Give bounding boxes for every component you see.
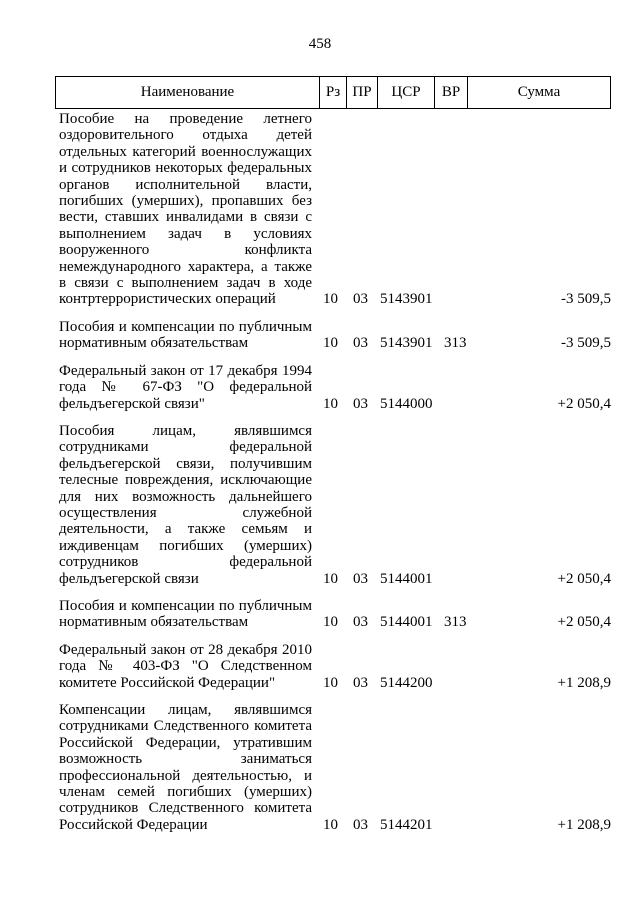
row-name-line: сотрудников Следственного комитета [59, 800, 312, 817]
table-header [55, 76, 611, 109]
row-rz: 10 [323, 614, 338, 631]
row-name [59, 319, 312, 352]
row-csr: 5144001 [380, 570, 433, 587]
header-pr: ПР [347, 77, 378, 108]
header-sum: Сумма [517, 84, 561, 100]
row-name-line: профессиональной деятельностью, и [59, 767, 312, 784]
row-sum: +2 050,4 [557, 395, 611, 412]
row-rz: 10 [323, 816, 338, 833]
row-rz: 10 [323, 395, 338, 412]
table-row [59, 319, 611, 352]
row-pr: 03 [353, 674, 368, 691]
row-sum: +1 208,9 [557, 674, 611, 691]
row-name [59, 702, 312, 833]
table-row [59, 111, 611, 308]
row-rz: 10 [323, 570, 338, 587]
row-pr: 03 [353, 395, 368, 412]
row-name-line: Пособия и компенсации по публичным [59, 597, 312, 614]
row-name-line: немеждународного характера, а также [59, 258, 312, 275]
row-name-line: Федеральный закон от 28 декабря 2010 [59, 641, 312, 658]
row-name-line: оздоровительного отдыха детей [59, 127, 312, 144]
row-csr: 5144001 [380, 614, 433, 631]
row-name-line: выполнением задач в условиях [59, 225, 312, 242]
row-csr: 5144000 [380, 395, 433, 412]
row-name-line: Федеральный закон от 17 декабря 1994 [59, 362, 312, 379]
row-pr: 03 [353, 816, 368, 833]
row-name-line: иждивенцам погибших (умерших) [59, 537, 312, 554]
row-name-line: осуществления служебной [59, 504, 312, 521]
row-name-line: Российской Федерации [59, 816, 208, 833]
table-row [59, 423, 611, 587]
table-row [59, 598, 611, 631]
row-csr: 5144200 [380, 674, 433, 691]
row-name-line: вооруженного конфликта [59, 242, 312, 259]
row-pr: 03 [353, 291, 368, 308]
row-name-line: года № 403-ФЗ "О Следственном [59, 658, 312, 675]
row-name-line: сотрудниками федеральной [59, 439, 312, 456]
row-name-line: фельдъегерской связи" [59, 395, 205, 412]
row-name-line: органов исполнительной власти, [59, 176, 312, 193]
row-name-line: телесные повреждения, исключающие [59, 472, 312, 489]
row-name-line: членам семей погибших (умерших) [59, 784, 312, 801]
row-name-line: погибших (умерших), пропавших без [59, 193, 312, 210]
header-csr: ЦСР [378, 77, 435, 108]
row-name-line: сотрудниками Следственного комитета [59, 718, 312, 735]
row-name-line: в связи с выполнением задач в ходе [59, 275, 312, 292]
row-name-line: сотрудников федеральной [59, 554, 312, 571]
row-name-line: Пособие на проведение летнего [59, 111, 312, 127]
row-name [59, 111, 312, 308]
row-name-line: Компенсации лицам, являвшимся [59, 702, 312, 718]
row-pr: 03 [353, 570, 368, 587]
row-pr: 03 [353, 614, 368, 631]
row-rz: 10 [323, 291, 338, 308]
row-rz: 10 [323, 674, 338, 691]
row-sum: +2 050,4 [557, 570, 611, 587]
header-vr: ВР [435, 77, 468, 108]
row-name-line: Пособия лицам, являвшимся [59, 422, 312, 439]
row-name-line: нормативным обязательствам [59, 614, 249, 631]
row-name-line: деятельности, а также семьям и [59, 521, 312, 538]
table-row [59, 702, 611, 833]
row-name-line: комитете Российской Федерации" [59, 674, 276, 691]
table-row [59, 363, 611, 412]
row-name-line: возможность заниматься [59, 751, 312, 768]
row-csr: 5143901 [380, 291, 433, 308]
row-name-line: Российской Федерации, утратившим [59, 734, 312, 751]
row-name [59, 423, 312, 587]
row-name-line: вести, ставших инвалидами в связи с [59, 209, 312, 226]
row-sum: -3 509,5 [561, 291, 611, 308]
page-number: 458 [308, 36, 332, 52]
row-name-line: года № 67-ФЗ "О федеральной [59, 379, 312, 396]
row-name-line: фельдъегерской связи [59, 570, 199, 587]
row-vr: 313 [444, 335, 467, 352]
row-name-line: отдельных категорий военнослужащих [59, 143, 312, 160]
row-vr: 313 [444, 614, 467, 631]
row-csr: 5143901 [380, 335, 433, 352]
table-row [59, 642, 611, 691]
row-name [59, 598, 312, 631]
row-sum: -3 509,5 [561, 335, 611, 352]
row-name-line: контртеррористических операций [59, 291, 276, 308]
header-rz: Рз [320, 77, 347, 108]
table-body [59, 111, 611, 844]
header-name: Наименование [56, 77, 320, 108]
row-pr: 03 [353, 335, 368, 352]
row-name [59, 642, 312, 691]
row-sum: +2 050,4 [557, 614, 611, 631]
row-name-line: нормативным обязательствам [59, 335, 249, 352]
row-sum: +1 208,9 [557, 816, 611, 833]
row-rz: 10 [323, 335, 338, 352]
row-name [59, 363, 312, 412]
row-name-line: Пособия и компенсации по публичным [59, 318, 312, 335]
row-name-line: фельдъегерской связи, получившим [59, 455, 312, 472]
row-name-line: для них возможность дальнейшего [59, 488, 312, 505]
row-csr: 5144201 [380, 816, 433, 833]
row-name-line: и сотрудников некоторых федеральных [59, 160, 312, 177]
